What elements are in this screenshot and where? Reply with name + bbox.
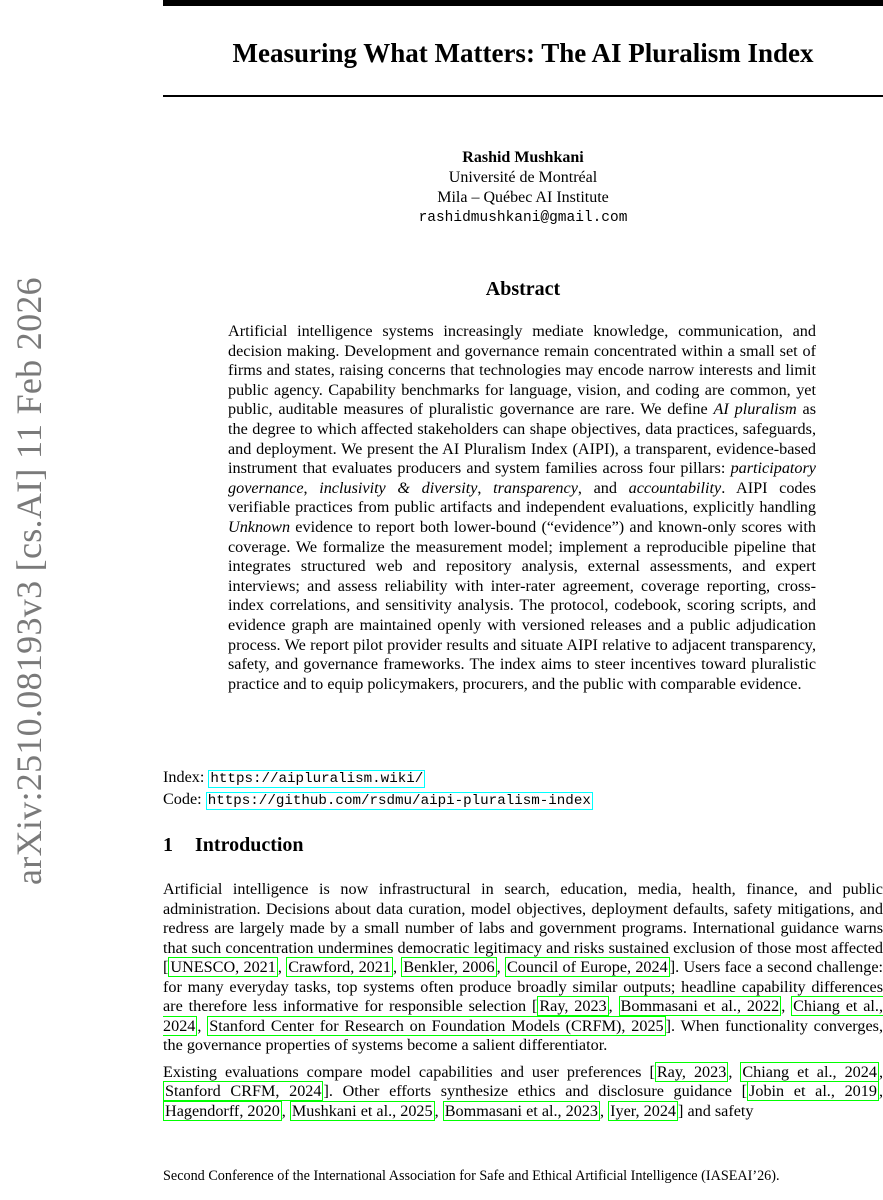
citation-link[interactable]: Crawford, 2021 [288,958,391,977]
arxiv-identifier-stamp: arXiv:2510.08193v3 [cs.AI] 11 Feb 2026 [9,277,49,885]
index-url-link[interactable]: https://aipluralism.wiki/ [210,771,424,787]
term-unknown: Unknown [228,517,291,536]
section-title: Introduction [195,834,304,856]
resource-links [163,767,593,811]
conference-footer: Second Conference of the International Association for Safe and Ethical Artificial Intelligence (IASEAI’26). [163,1168,780,1184]
intro-paragraph-2: Existing evaluations compare model capabilities and user preferences [ Ray, 2023 , Chiang et al., 2024 , Stanford CRFM, 2024 ]. Other efforts synthesize ethics and disclosure guidance [ Jobin et al., 2019 , Hagendorff, 2020 , Mushkani et al., 2025 , Bommasani et al., 2023 , Iyer, 2024 ] and safety [163,1062,883,1121]
pillar-transparency: transparency [493,478,578,497]
index-label: Index: [163,768,205,786]
citation-link[interactable]: UNESCO, 2021 [170,958,276,977]
citation-link[interactable]: Ray, 2023 [539,997,607,1016]
abstract-body [228,322,816,694]
pillar-accountability: accountability [628,478,722,497]
citation-link[interactable]: Chiang et al., 2024 [163,997,883,1035]
abstract-paragraph: Artificial intelligence systems increasingly mediate knowledge, communication, and decision making. Development and governance remain concentrated within a small set of firms and states, raising concerns that technologies may encode narrow interests and limit public agency. Capability benchmarks for language, vision, and coding are common, yet public, auditable measures of pluralistic governance are rare. We define AI pluralism as the degree to which affected stakeholders can shape objectives, data practices, safeguards, and deployment. We present the AI Pluralism Index (AIPI), a transparent, evidence-based instrument that evaluates producers and system families across four pillars: participatory governance, inclusivity & diversity, transparency, and accountability. AIPI codes verifiable practices from public artifacts and independent evaluations, explicitly handling Unknown evidence to report both lower-bound (“evidence”) and known-only scores with coverage. We formalize the measurement model; implement a reproducible pipeline that integrates structured web and repository analysis, external assessments, and expert interviews; and assess reliability with inter-rater agreement, coverage reporting, cross-index correlations, and sensitivity analysis. The protocol, codebook, scoring scripts, and evidence graph are maintained openly with versioned releases and a public adjudication process. We report pilot provider results and situate AIPI relative to adjacent transparency, safety, and governance frameworks. The index aims to steer incentives toward pluralistic practice and to equip policymakers, procurers, and the public with comparable evidence. [228,322,817,693]
author-name: Rashid Mushkani [462,149,584,166]
title-bottom-rule [163,95,883,97]
code-link-row [163,789,593,811]
term-ai-pluralism: AI pluralism [713,400,797,419]
intro-paragraph-1: Artificial intelligence is now infrastructural in search, education, media, health, finance, and public administration. Decisions about data curation, model objectives, deployment defaults, safety mitigations, and redress are largely made by a small number of labs and government programs. International guidance warns that such concentration undermines democratic legitimacy and risks sustained exclusion of those most affected [ UNESCO, 2021 , Crawford, 2021 , Benkler, 2006 , Council of Europe, 2024 ]. Users face a second challenge: for many everyday tasks, top systems often produce broadly similar outputs; headline capability differences are therefore less informative for responsible selection [ Ray, 2023 , Bommasani et al., 2022 , Chiang et al., 2024 , Stanford Center for Research on Foundation Models (CRFM), 2025 ]. When functionality converges, the governance properties of systems become a salient differentiator. [163,880,883,1055]
citation-link[interactable]: Stanford CRFM, 2024 [165,1082,322,1101]
citation-link[interactable]: Benkler, 2006 [403,958,495,977]
citation-link[interactable]: Chiang et al., 2024 [742,1062,877,1081]
code-url-link[interactable]: https://github.com/rsdmu/aipi-pluralism-index [207,793,591,809]
introduction-body [163,880,883,1129]
citation-link[interactable]: Hagendorff, 2020 [165,1102,280,1121]
citation-link[interactable]: Jobin et al., 2019 [749,1082,877,1101]
author-affiliation-2: Mila – Québec AI Institute [437,189,609,206]
index-link-row [163,767,593,789]
citation-link[interactable]: Mushkani et al., 2025 [291,1102,433,1121]
citation-link[interactable]: Iyer, 2024 [610,1102,677,1121]
citation-link[interactable]: Stanford Center for Research on Foundation Models (CRFM), 2025 [209,1016,664,1035]
citation-link[interactable]: Ray, 2023 [656,1062,727,1081]
author-email: rashidmushkani@gmail.com [418,210,628,226]
code-label: Code: [163,790,202,808]
abstract-heading: Abstract [485,278,561,300]
section-number: 1 [163,834,173,856]
author-block [163,148,883,228]
paper-title: Measuring What Matters: The AI Pluralism Index [232,38,814,68]
author-affiliation-1: Université de Montréal [448,169,598,186]
citation-link[interactable]: Bommasani et al., 2022 [620,997,780,1016]
pillar-inclusivity-diversity: inclusivity & diversity [319,478,478,497]
citation-link[interactable]: Council of Europe, 2024 [506,958,668,977]
pillar-participatory-governance: participatory governance [228,459,816,497]
citation-link[interactable]: Bommasani et al., 2023 [444,1102,599,1121]
section-heading-introduction [163,834,304,857]
title-top-rule [163,0,883,6]
